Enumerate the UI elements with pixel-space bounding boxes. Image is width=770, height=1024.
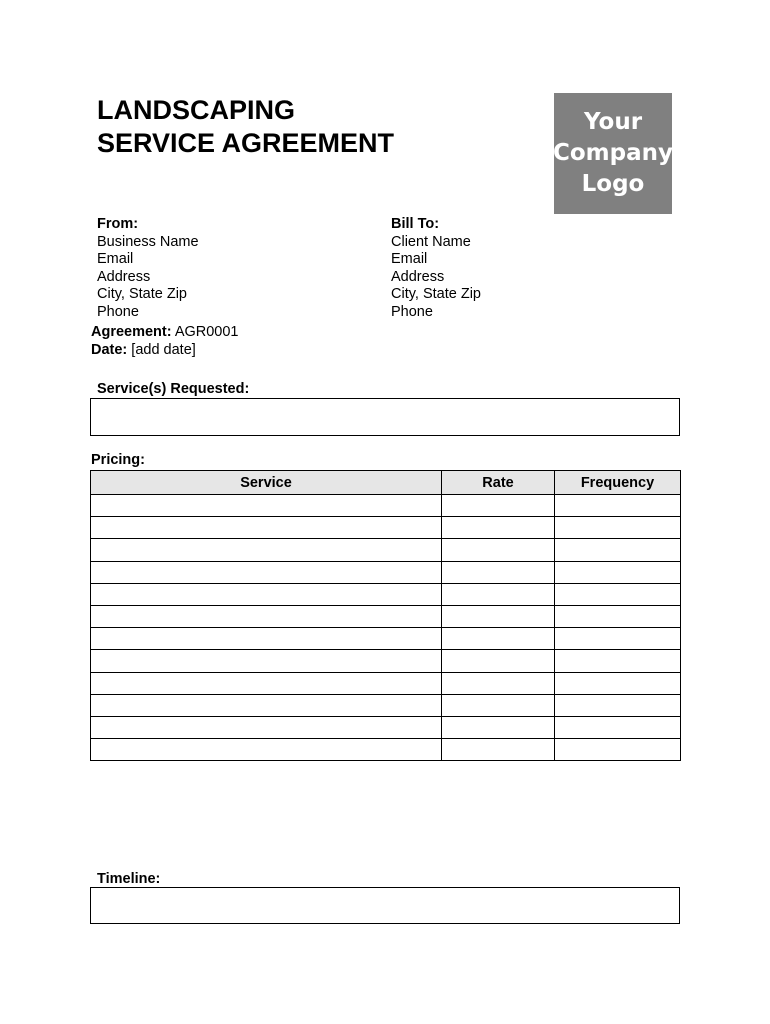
frequency-cell[interactable] — [555, 583, 681, 605]
service-cell[interactable] — [91, 539, 442, 561]
rate-cell[interactable] — [442, 739, 555, 761]
logo-line-2: Company — [553, 140, 673, 166]
frequency-cell[interactable] — [555, 517, 681, 539]
table-row — [91, 517, 681, 539]
table-row — [91, 650, 681, 672]
date-label: Date: — [91, 342, 128, 358]
rate-cell[interactable] — [442, 650, 555, 672]
service-cell[interactable] — [91, 739, 442, 761]
rate-cell[interactable] — [442, 694, 555, 716]
frequency-cell[interactable] — [555, 672, 681, 694]
frequency-cell[interactable] — [555, 539, 681, 561]
table-row — [91, 605, 681, 627]
bill-to-city-state-zip[interactable]: City, State Zip — [391, 286, 481, 302]
table-row — [91, 672, 681, 694]
service-cell[interactable] — [91, 517, 442, 539]
rate-cell[interactable] — [442, 517, 555, 539]
from-email[interactable]: Email — [97, 251, 134, 267]
from-section — [97, 216, 199, 321]
from-heading: From: — [97, 216, 139, 232]
table-row — [91, 694, 681, 716]
rate-cell[interactable] — [442, 495, 555, 517]
from-address[interactable]: Address — [97, 268, 151, 285]
table-row — [91, 628, 681, 650]
service-cell[interactable] — [91, 605, 442, 627]
rate-cell[interactable] — [442, 605, 555, 627]
service-cell[interactable] — [91, 650, 442, 672]
bill-to-section — [391, 216, 481, 321]
pricing-label: Pricing: — [91, 452, 145, 468]
frequency-cell[interactable] — [555, 495, 681, 517]
pricing-header-row — [91, 471, 681, 495]
frequency-cell[interactable] — [555, 694, 681, 716]
column-header-frequency: Frequency — [555, 471, 681, 495]
title-line-2: SERVICE AGREEMENT — [97, 128, 395, 158]
rate-cell[interactable] — [442, 539, 555, 561]
bill-to-phone[interactable]: Phone — [391, 303, 433, 320]
frequency-cell[interactable] — [555, 628, 681, 650]
table-row — [91, 539, 681, 561]
table-row — [91, 739, 681, 761]
bill-to-client-name[interactable]: Client Name — [391, 233, 471, 250]
table-row — [91, 583, 681, 605]
service-cell[interactable] — [91, 628, 442, 650]
document-title — [97, 94, 394, 160]
table-row — [91, 716, 681, 738]
services-requested-field[interactable] — [90, 398, 680, 436]
date-value[interactable]: [add date] — [131, 342, 196, 358]
frequency-cell[interactable] — [555, 650, 681, 672]
title-line-1: LANDSCAPING — [97, 95, 296, 125]
rate-cell[interactable] — [442, 672, 555, 694]
rate-cell[interactable] — [442, 628, 555, 650]
column-header-rate: Rate — [442, 471, 555, 495]
logo-line-3: Logo — [581, 171, 645, 197]
service-cell[interactable] — [91, 672, 442, 694]
service-cell[interactable] — [91, 583, 442, 605]
agreement-label: Agreement: — [91, 324, 172, 340]
timeline-field[interactable] — [90, 887, 680, 924]
from-business-name[interactable]: Business Name — [97, 233, 199, 250]
pricing-table — [90, 470, 681, 761]
service-cell[interactable] — [91, 716, 442, 738]
agreement-number[interactable]: AGR0001 — [174, 324, 239, 340]
service-cell[interactable] — [91, 694, 442, 716]
frequency-cell[interactable] — [555, 716, 681, 738]
bill-to-heading: Bill To: — [391, 216, 440, 232]
rate-cell[interactable] — [442, 716, 555, 738]
bill-to-email[interactable]: Email — [391, 251, 428, 267]
from-phone[interactable]: Phone — [97, 303, 139, 320]
frequency-cell[interactable] — [555, 561, 681, 583]
column-header-service: Service — [91, 471, 442, 495]
services-requested-label: Service(s) Requested: — [97, 381, 250, 397]
logo-line-1: Your — [583, 109, 643, 135]
company-logo-placeholder — [554, 93, 672, 214]
date-line — [91, 341, 196, 359]
frequency-cell[interactable] — [555, 739, 681, 761]
rate-cell[interactable] — [442, 561, 555, 583]
agreement-line — [91, 323, 239, 341]
service-cell[interactable] — [91, 495, 442, 517]
rate-cell[interactable] — [442, 583, 555, 605]
frequency-cell[interactable] — [555, 605, 681, 627]
timeline-label: Timeline: — [97, 871, 161, 887]
service-cell[interactable] — [91, 561, 442, 583]
table-row — [91, 495, 681, 517]
table-row — [91, 561, 681, 583]
from-city-state-zip[interactable]: City, State Zip — [97, 286, 187, 302]
bill-to-address[interactable]: Address — [391, 268, 445, 285]
